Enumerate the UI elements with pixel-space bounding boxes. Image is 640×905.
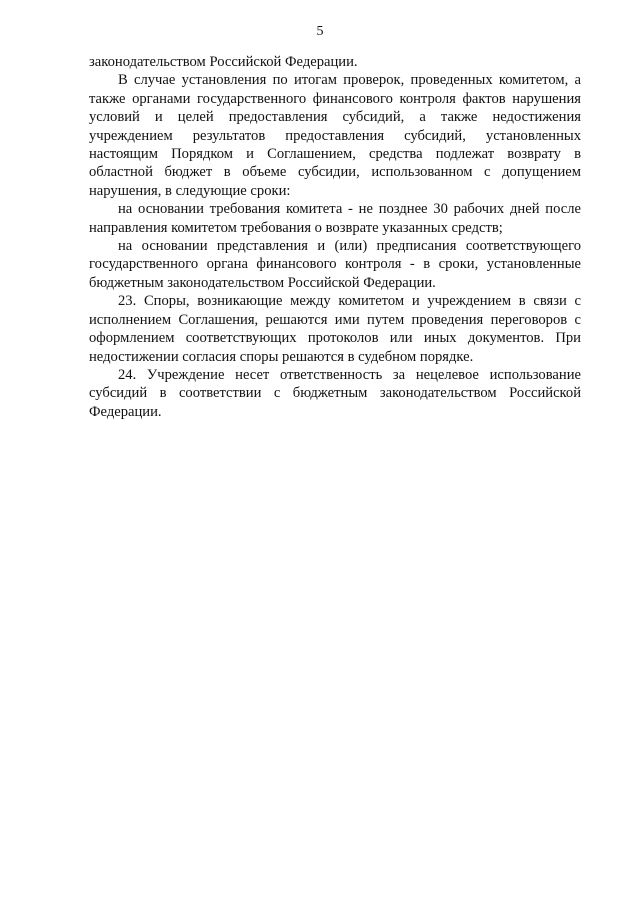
paragraph-committee-demand: на основании требования комитета - не позднее 30 рабочих дней после направления комитетом требования о возврате указанных средств; <box>89 201 581 236</box>
document-body <box>89 53 581 421</box>
paragraph-item-24: 24. Учреждение несет ответственность за нецелевое использование субсидий в соответствии с бюджетным законодательством Российской Федерации. <box>89 366 581 420</box>
paragraph-control-body-order: на основании представления и (или) предписания соответствующего государственного органа финансового контроля - в сроки, установленные бюджетным законодательством Российской Федерации. <box>89 238 581 291</box>
paragraph-item-23: 23. Споры, возникающие между комитетом и учреждением в связи с исполнением Соглашения, решаются ими путем проведения переговоров с оформлением соответствующих протоколов или иных документов. При недостижении согласия споры решаются в судебном порядке. <box>89 293 581 365</box>
page-number: 5 <box>316 24 324 39</box>
paragraph-continuation: законодательством Российской Федерации. <box>89 54 358 70</box>
paragraph-refund-conditions: В случае установления по итогам проверок, проведенных комитетом, а также органами государственного финансового контроля фактов нарушения условий и целей предоставления субсидий, а также недостижения учреждением результатов предоставления субсидий, установленных настоящим Порядком и Соглашением, средства подлежат возврату в областной бюджет в объеме субсидии, использованном с допущением нарушения, в следующие сроки: <box>89 72 581 199</box>
